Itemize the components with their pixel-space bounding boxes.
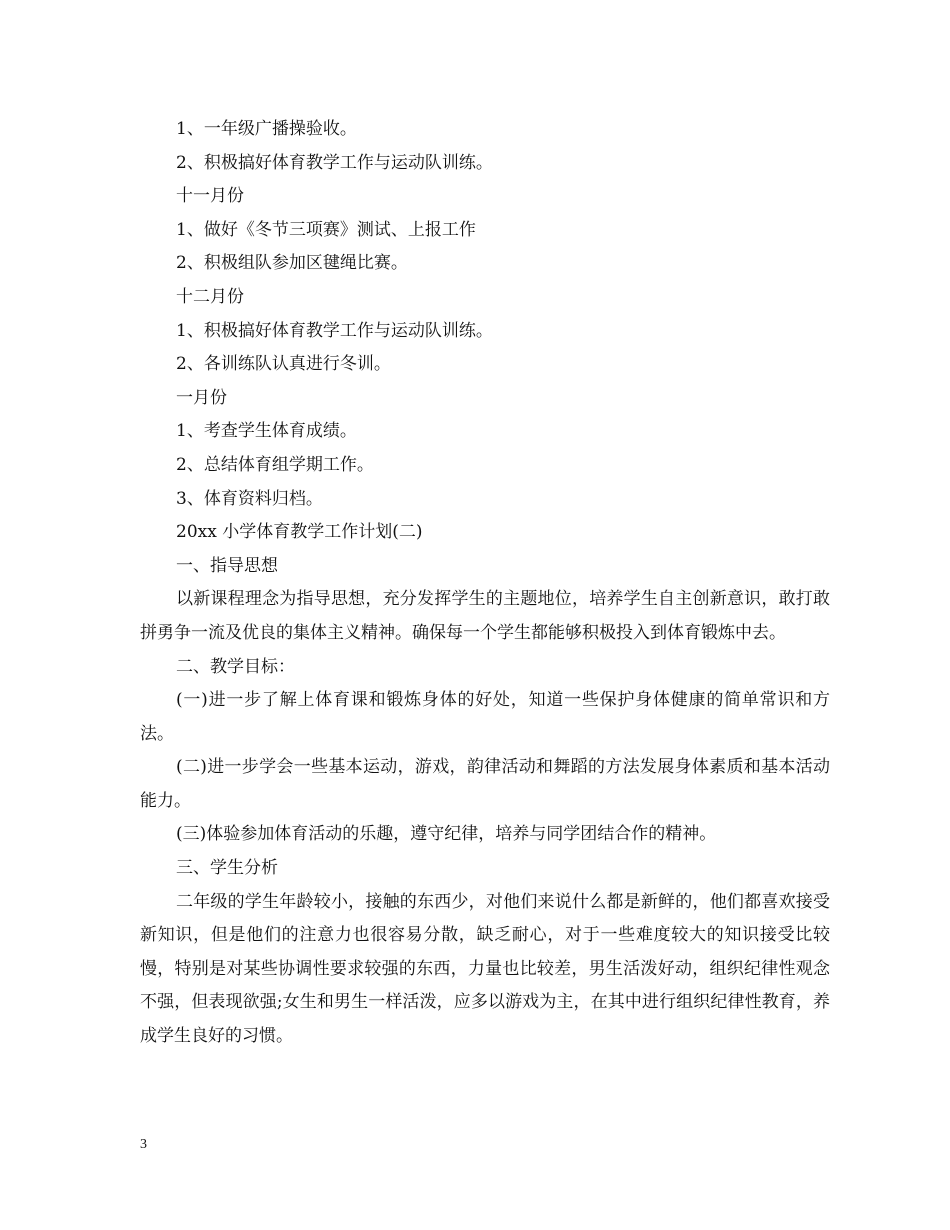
students-paragraph: 二年级的学生年龄较小，接触的东西少，对他们来说什么都是新鲜的，他们都喜欢接受新知识，但是他们的注意力也很容易分散，缺乏耐心，对于一些难度较大的知识接受比较慢，特别是对某些协调性要求较强的东西，力量也比较差，男生活泼好动，组织纪律性观念不强，但表现欲强;女生和男生一样活泼，应多以游戏为主，在其中进行组织纪律性教育，养成学生良好的习惯。 bbox=[140, 891, 830, 1047]
goal-paragraph: (三)体验参加体育活动的乐趣，遵守纪律，培养与同学团结合作的精神。 bbox=[176, 824, 717, 845]
list-item: 1、考查学生体育成绩。 bbox=[176, 421, 357, 442]
document-body bbox=[140, 113, 830, 1054]
guiding-paragraph: 以新课程理念为指导思想，充分发挥学生的主题地位，培养学生自主创新意识，敢打敢拼勇争一流及优良的集体主义精神。确保每一个学生都能够积极投入到体育锻炼中去。 bbox=[140, 589, 830, 643]
list-item: 2、积极组队参加区毽绳比赛。 bbox=[176, 253, 408, 274]
list-item: 1、做好《冬节三项赛》测试、上报工作 bbox=[176, 219, 476, 240]
list-item: 2、总结体育组学期工作。 bbox=[176, 454, 374, 475]
section-heading: 三、学生分析 bbox=[176, 858, 278, 879]
list-item: 1、积极搞好体育教学工作与运动队训练。 bbox=[176, 320, 493, 341]
list-item: 2、各训练队认真进行冬训。 bbox=[176, 354, 391, 375]
month-heading: 十二月份 bbox=[176, 286, 244, 307]
list-item: 1、一年级广播操验收。 bbox=[176, 119, 357, 139]
section-heading: 一、指导思想 bbox=[176, 555, 278, 576]
month-heading: 一月份 bbox=[176, 387, 227, 408]
section-heading: 二、教学目标： bbox=[176, 656, 295, 677]
month-heading: 十一月份 bbox=[176, 186, 244, 207]
document-title: 20xx 小学体育教学工作计划(二) bbox=[176, 522, 423, 543]
list-item: 3、体育资料归档。 bbox=[176, 488, 323, 509]
goal-paragraph: (二)进一步学会一些基本运动，游戏，韵律活动和舞蹈的方法发展身体素质和基本活动能力。 bbox=[140, 757, 830, 811]
page-number: 3 bbox=[140, 1137, 147, 1152]
list-item: 2、积极搞好体育教学工作与运动队训练。 bbox=[176, 152, 493, 173]
goal-paragraph: (一)进一步了解上体育课和锻炼身体的好处，知道一些保护身体健康的简单常识和方法。 bbox=[140, 690, 830, 744]
